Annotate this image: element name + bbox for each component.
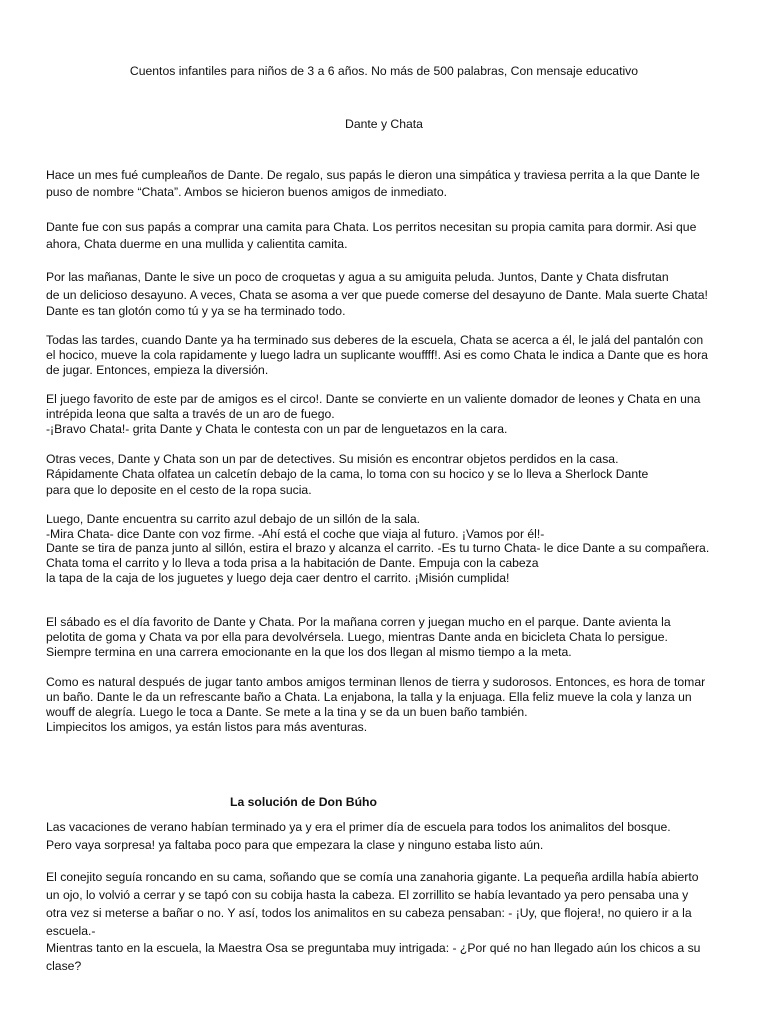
paragraph-line: para que lo deposite en el cesto de la ropa sucia. xyxy=(46,483,312,497)
paragraph-line: ahora, Chata duerme en una mullida y calientita camita. xyxy=(46,237,348,251)
paragraph-line: Mientras tanto en la escuela, la Maestra Osa se preguntaba muy intrigada: - ¿Por qué no han llegado aún los chicos a su xyxy=(46,941,701,955)
paragraph-line: Las vacaciones de verano habían terminado ya y era el primer día de escuela para todos los animalitos del bosque. xyxy=(46,820,671,834)
story-title: Dante y Chata xyxy=(345,117,423,131)
paragraph-line: Todas las tardes, cuando Dante ya ha terminado sus deberes de la escuela, Chata se acerca a él, le jalá del pantalón con xyxy=(46,333,704,347)
paragraph-line: Limpiecitos los amigos, ya están listos para más aventuras. xyxy=(46,720,368,734)
paragraph-line: la tapa de la caja de los juguetes y luego deja caer dentro el carrito. ¡Misión cumplida! xyxy=(46,571,510,585)
story-title: La solución de Don Búho xyxy=(230,795,377,809)
paragraph-line: un ojo, lo volvió a cerrar y se tapó con su cobija hasta la cabeza. El zorrillito se había levantado ya pero pensaba una y xyxy=(46,888,689,902)
paragraph-line: puso de nombre “Chata”. Ambos se hicieron buenos amigos de inmediato. xyxy=(46,185,448,199)
paragraph-line: Siempre termina en una carrera emocionante en la que los dos llegan al mismo tiempo a la meta. xyxy=(46,645,572,659)
paragraph-line: -¡Bravo Chata!- grita Dante y Chata le contesta con un par de lenguetazos en la cara. xyxy=(46,422,508,436)
paragraph-line: Hace un mes fué cumpleaños de Dante. De regalo, sus papás le dieron una simpática y traviesa perrita a la que Dante le xyxy=(46,168,700,182)
paragraph-line: wouff de alegría. Luego le toca a Dante. Se mete a la tina y se da un buen baño también. xyxy=(46,705,528,719)
paragraph-line: clase? xyxy=(46,959,82,973)
paragraph-line: de jugar. Entonces, empieza la diversión. xyxy=(46,363,269,377)
paragraph-line: Como es natural después de jugar tanto ambos amigos terminan llenos de tierra y sudorosos. Entonces, es hora de tomar xyxy=(46,675,706,689)
paragraph-line: Dante es tan glotón como tú y ya se ha terminado todo. xyxy=(46,304,346,318)
paragraph-line: -Mira Chata- dice Dante con voz firme. -Ahí está el coche que viaja al futuro. ¡Vamos por él!- xyxy=(46,527,545,541)
document-header: Cuentos infantiles para niños de 3 a 6 años. No más de 500 palabras, Con mensaje educativo xyxy=(129,64,639,78)
paragraph-line: El conejito seguía roncando en su cama, soñando que se comía una zanahoria gigante. La pequeña ardilla había abierto xyxy=(46,870,699,884)
paragraph-line: Chata toma el carrito y lo lleva a toda prisa a la habitación de Dante. Empuja con la cabeza xyxy=(46,556,539,570)
paragraph-line: Dante se tira de panza junto al sillón, estira el brazo y alcanza el carrito. -Es tu turno Chata- le dice Dante a su compañera. xyxy=(46,541,710,555)
paragraph-line: escuela.- xyxy=(46,924,96,938)
paragraph-line: Rápidamente Chata olfatea un calcetín debajo de la cama, lo toma con su hocico y se lo lleva a Sherlock Dante xyxy=(46,467,649,481)
paragraph-line: Dante fue con sus papás a comprar una camita para Chata. Los perritos necesitan su propia camita para dormir. Asi que xyxy=(46,220,697,234)
paragraph-line: Por las mañanas, Dante le sive un poco de croquetas y agua a su amiguita peluda. Juntos, Dante y Chata disfrutan xyxy=(46,270,669,284)
paragraph-line: Luego, Dante encuentra su carrito azul debajo de un sillón de la sala. xyxy=(46,512,420,526)
paragraph-line: Otras veces, Dante y Chata son un par de detectives. Su misión es encontrar objetos perdidos en la casa. xyxy=(46,452,619,466)
paragraph-line: pelotita de goma y Chata va por ella para devolvérsela. Luego, mientras Dante anda en bicicleta Chata lo persigue. xyxy=(46,630,668,644)
paragraph-line: El sábado es el día favorito de Dante y Chata. Por la mañana corren y juegan mucho en el parque. Dante avienta la xyxy=(46,615,671,629)
paragraph-line: de un delicioso desayuno. A veces, Chata se asoma a ver que puede comerse del desayuno de Dante. Mala suerte Chata! xyxy=(46,288,708,302)
paragraph-line: un baño. Dante le da un refrescante baño a Chata. La enjabona, la talla y la enjuaga. Ella feliz mueve la cola y lanza un xyxy=(46,690,692,704)
paragraph-line: Pero vaya sorpresa! ya faltaba poco para que empezara la clase y ninguno estaba listo aún. xyxy=(46,838,544,852)
paragraph-line: otra vez si meterse a bañar o no. Y así, todos los animalitos en su cabeza pensaban: - ¡Uy, que flojera!, no quiero ir a la xyxy=(46,906,692,920)
paragraph-line: intrépida leona que salta a través de un aro de fuego. xyxy=(46,407,335,421)
paragraph-line: El juego favorito de este par de amigos es el circo!. Dante se convierte en un valiente domador de leones y Chata en una xyxy=(46,392,701,406)
paragraph-line: el hocico, mueve la cola rapidamente y luego ladra un suplicante wouffff!. Asi es como Chata le indica a Dante que es hora xyxy=(46,348,708,362)
